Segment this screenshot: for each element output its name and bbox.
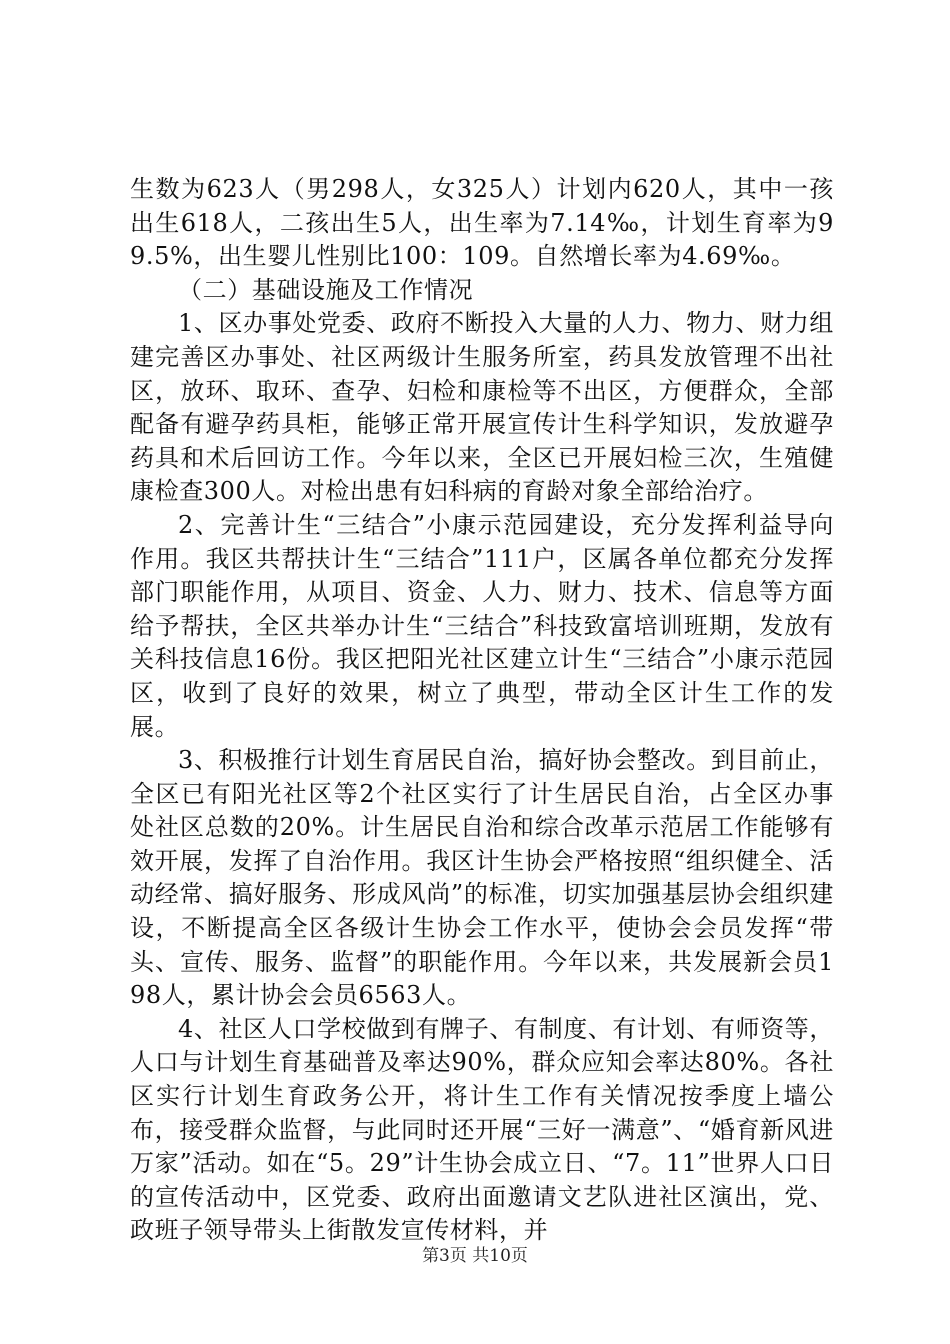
document-body [130,173,834,1248]
page-footer [0,1245,950,1267]
paragraph-1: 1、区办事处党委、政府不断投入大量的人力、物力、财力组建完善区办事处、社区两级计生服务所室，药具发放管理不出社区，放环、取环、查孕、妇检和康检等不出区，方便群众，全部配备有避孕药具柜，能够正常开展宣传计生科学知识，发放避孕药具和术后回访工作。今年以来，全区已开展妇检三次，生殖健康检查300人。对检出患有妇科病的育龄对象全部给治疗。 [130,309,834,506]
paragraph-continued: 生数为623人（男298人，女325人）计划内620人，其中一孩出生618人，二孩出生5人，出生率为7.14‰，计划生育率为99.5%，出生婴儿性别比100：109。自然增长率为4.69‰。 [130,175,834,271]
section-heading: （二）基础设施及工作情况 [178,275,474,304]
page-number: 第3页 共10页 [422,1246,528,1266]
paragraph-3: 3、积极推行计划生育居民自治，搞好协会整改。到目前止，全区已有阳光社区等2个社区实行了计生居民自治，占全区办事处社区总数的20%。计生居民自治和综合改革示范居工作能够有效开展，发挥了自治作用。我区计生协会严格按照“组织健全、活动经常、搞好服务、形成风尚”的标准，切实加强基层协会组织建设，不断提高全区各级计生协会工作水平，使协会会员发挥“带头、宣传、服务、监督”的职能作用。今年以来，共发展新会员198人，累计协会会员6563人。 [130,746,834,1010]
paragraph-2: 2、完善计生“三结合”小康示范园建设，充分发挥利益导向作用。我区共帮扶计生“三结合”111户，区属各单位都充分发挥部门职能作用，从项目、资金、人力、财力、技术、信息等方面给予帮扶，全区共举办计生“三结合”科技致富培训班期，发放有关科技信息16份。我区把阳光社区建立计生“三结合”小康示范园区，收到了良好的效果，树立了典型，带动全区计生工作的发展。 [130,510,834,741]
paragraph-4: 4、社区人口学校做到有牌子、有制度、有计划、有师资等，人口与计划生育基础普及率达90%，群众应知会率达80%。各社区实行计划生育政务公开，将计生工作有关情况按季度上墙公布，接受群众监督，与此同时还开展“三好一满意”、“婚育新风进万家”活动。如在“5。29”计生协会成立日、“7。11”世界人口日的宣传活动中，区党委、政府出面邀请文艺队进社区演出，党、政班子领导带头上街散发宣传材料，并 [130,1014,834,1245]
